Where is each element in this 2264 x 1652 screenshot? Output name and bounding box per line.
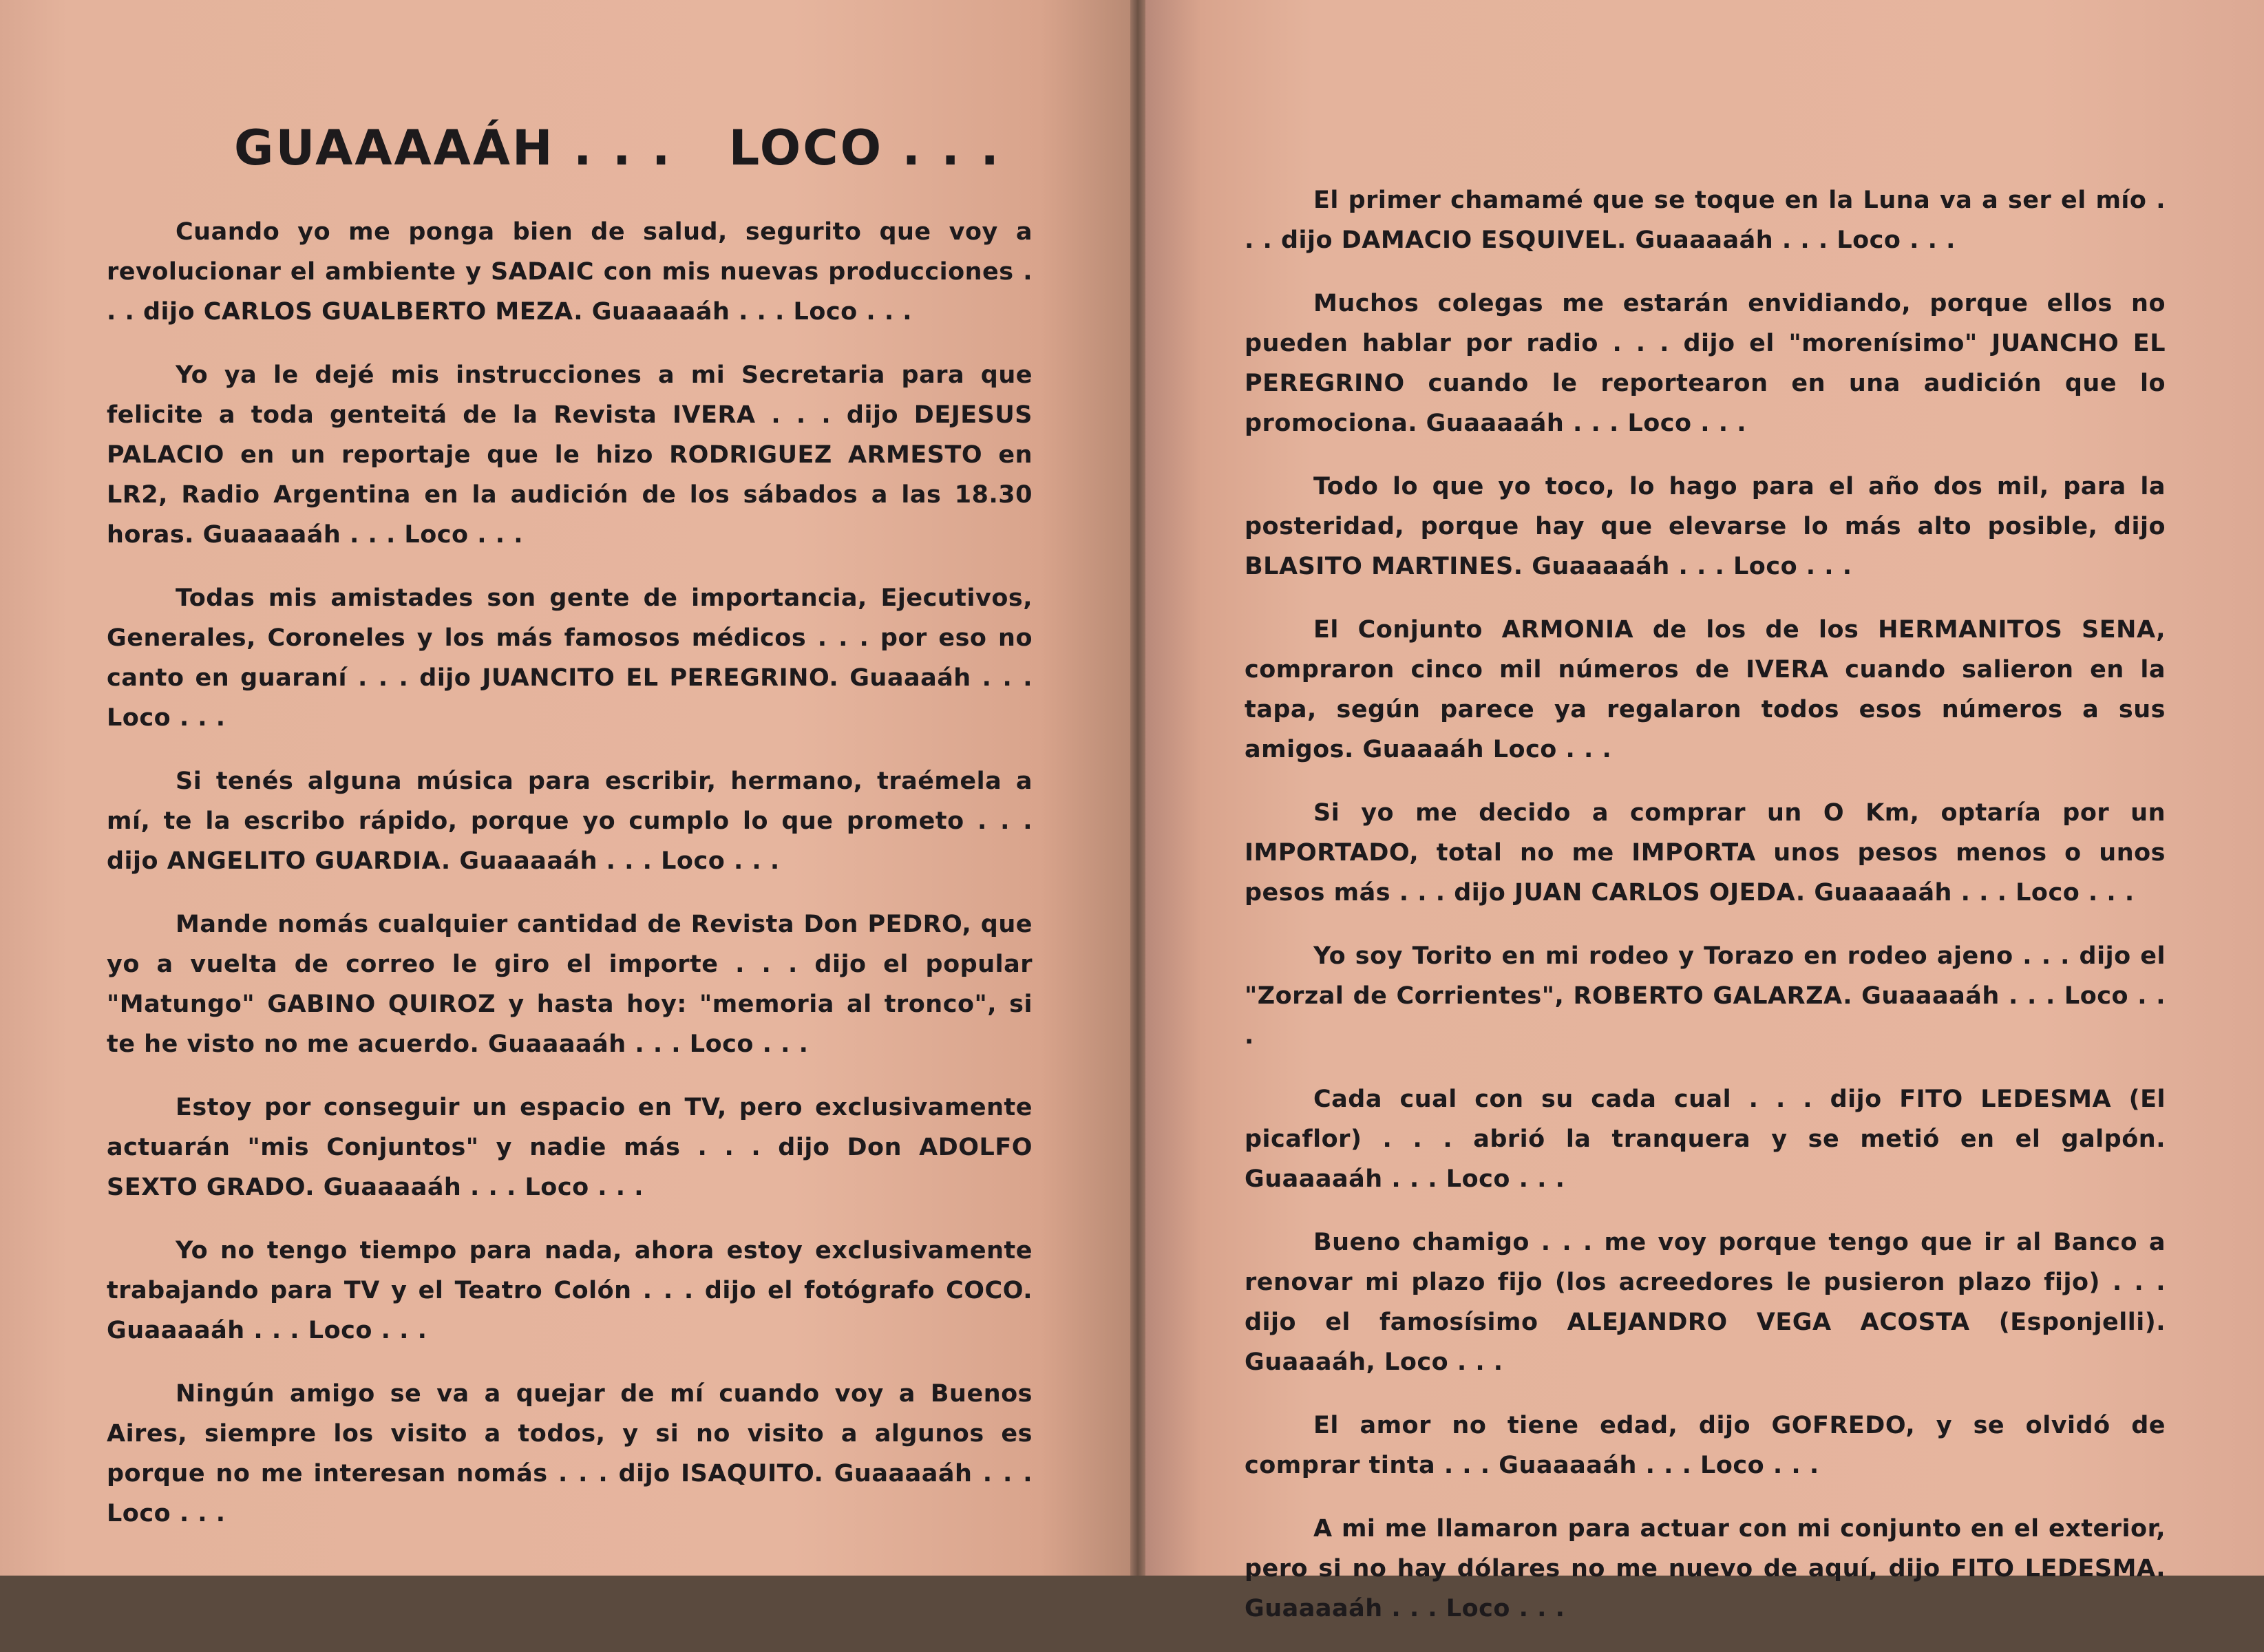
paragraph: A mi me llamaron para actuar con mi conjunto en el exterior, pero si no hay dólares no me nuevo de aquí, dijo FITO LEDESMA. Guaaaaáh . . . Loco . . .: [1245, 1515, 2166, 1622]
paragraph: Todas mis amistades son gente de importancia, Ejecutivos, Generales, Coroneles y los más famosos médicos . . . por eso no canto en guaraní . . . dijo JUANCITO EL PEREGRINO. Guaaaáh . . . Loco . . .: [107, 584, 1033, 732]
book-gutter: [1130, 0, 1145, 1576]
paragraph: Muchos colegas me estarán envidiando, porque ellos no pueden hablar por radio . . . dijo el "morenísimo" JUANCHO EL PEREGRINO cuando le reportearon en una audición que lo promociona. Guaaaaáh . . . Loco . . .: [1245, 290, 2166, 437]
paragraph: El Conjunto ARMONIA de los de los HERMANITOS SENA, compraron cinco mil números de IVERA cuando salieron en la tapa, según parece ya regalaron todos esos números a sus amigos. Guaaaáh Loco . . .: [1245, 616, 2166, 763]
paragraph: El primer chamamé que se toque en la Luna va a ser el mío . . . dijo DAMACIO ESQUIVEL. Guaaaaáh . . . Loco . . .: [1245, 187, 2166, 254]
paragraph: Si yo me decido a comprar un O Km, optaría por un IMPORTADO, total no me IMPORTA unos pesos menos o unos pesos más . . . dijo JUAN CARLOS OJEDA. Guaaaaáh . . . Loco . . .: [1245, 799, 2166, 907]
paragraph: El amor no tiene edad, dijo GOFREDO, y se olvidó de comprar tinta . . . Guaaaaáh . . . Loco . . .: [1245, 1412, 2166, 1479]
left-page: [0, 0, 1130, 1576]
paragraph: Ningún amigo se va a quejar de mí cuando voy a Buenos Aires, siempre los visito a todos, y si no visito a algunos es porque no me interesan nomás . . . dijo ISAQUITO. Guaaaaáh . . . Loco . . .: [107, 1380, 1033, 1527]
page-title: GUAAAAÁH . . . LOCO . . .: [234, 120, 1001, 176]
left-page-column: [107, 117, 1033, 1557]
paragraph: Yo no tengo tiempo para nada, ahora estoy exclusivamente trabajando para TV y el Teatro Colón . . . dijo el fotógrafo COCO. Guaaaaáh . . . Loco . . .: [107, 1237, 1033, 1344]
paragraph: Bueno chamigo . . . me voy porque tengo que ir al Banco a renovar mi plazo fijo (los acreedores le pusieron plazo fijo) . . . dijo el famosísimo ALEJANDRO VEGA ACOSTA (Esponjelli). Guaaaáh, Loco . . .: [1245, 1229, 2166, 1376]
paragraph: Si tenés alguna música para escribir, hermano, traémela a mí, te la escribo rápido, porque yo cumplo lo que prometo . . . dijo ANGELITO GUARDIA. Guaaaaáh . . . Loco . . .: [107, 767, 1033, 875]
paragraph: Mande nomás cualquier cantidad de Revista Don PEDRO, que yo a vuelta de correo le giro el importe . . . dijo el popular "Matungo" GABINO QUIROZ y hasta hoy: "memoria al tronco", si te he visto no me acuerdo. Guaaaaáh . . . Loco . . .: [107, 911, 1033, 1058]
paragraph: Estoy por conseguir un espacio en TV, pero exclusivamente actuarán "mis Conjuntos" y nadie más . . . dijo Don ADOLFO SEXTO GRADO. Guaaaaáh . . . Loco . . .: [107, 1094, 1033, 1201]
paragraph: Cada cual con su cada cual . . . dijo FITO LEDESMA (El picaflor) . . . abrió la tranquera y se metió en el galpón. Guaaaaáh . . . Loco . . .: [1245, 1086, 2166, 1193]
paragraph: Todo lo que yo toco, lo hago para el año dos mil, para la posteridad, porque hay que elevarse lo más alto posible, dijo BLASITO MARTINES. Guaaaaáh . . . Loco . . .: [1245, 473, 2166, 580]
paragraph: Yo ya le dejé mis instrucciones a mi Secretaria para que felicite a toda genteitá de la Revista IVERA . . . dijo DEJESUS PALACIO en un reportaje que le hizo RODRIGUEZ ARMESTO en LR2, Radio Argentina en la audición de los sábados a las 18.30 horas. Guaaaaáh . . . Loco . . .: [107, 361, 1033, 549]
paragraph: Yo soy Torito en mi rodeo y Torazo en rodeo ajeno . . . dijo el "Zorzal de Corrientes", ROBERTO GALARZA. Guaaaaáh . . . Loco . . .: [1245, 942, 2166, 1050]
paragraph: Cuando yo me ponga bien de salud, segurito que voy a revolucionar el ambiente y SADAIC con mis nuevas producciones . . . dijo CARLOS GUALBERTO MEZA. Guaaaaáh . . . Loco . . .: [107, 218, 1033, 326]
right-page-column: [1245, 180, 2166, 1652]
